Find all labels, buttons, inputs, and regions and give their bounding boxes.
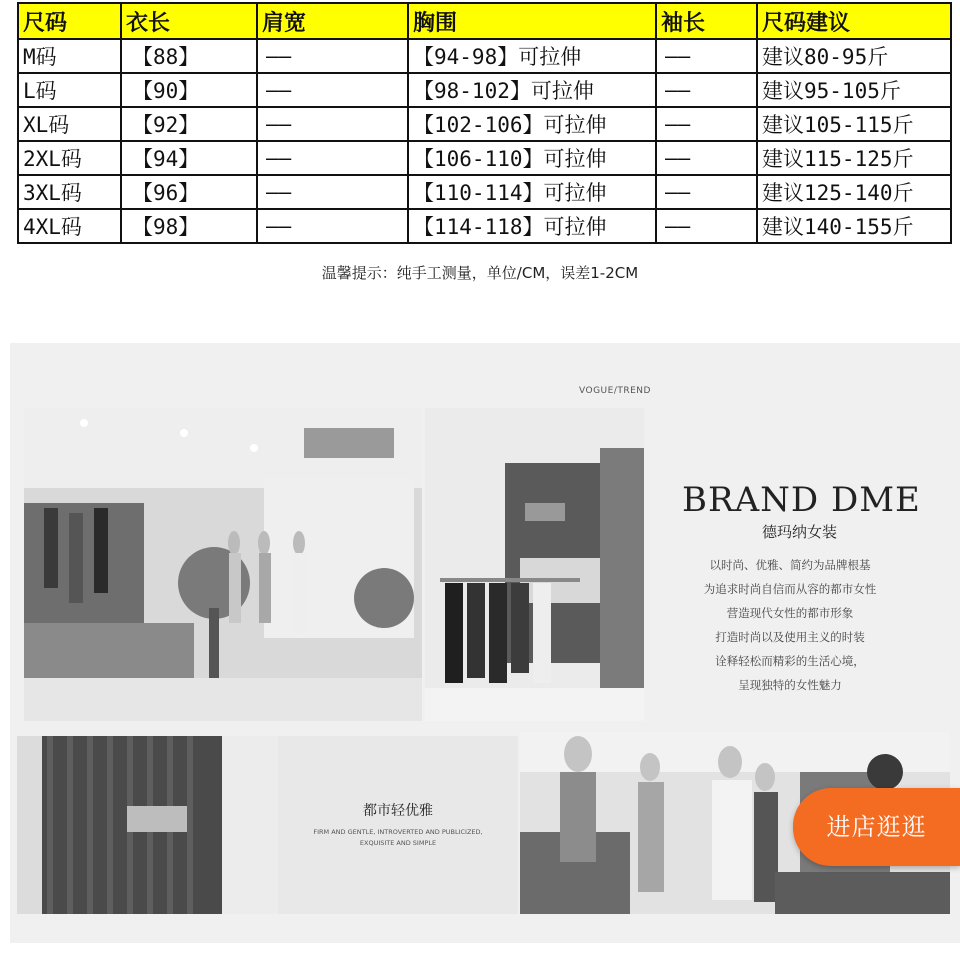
brand-description — [670, 553, 910, 697]
brand-line: 营造现代女性的都市形象 — [726, 606, 854, 620]
vogue-trend-tag: VOGUE/TREND — [579, 386, 651, 396]
recommend-cell: 建议80-95斤 — [757, 39, 951, 73]
sleeve-cell: —— — [656, 209, 757, 243]
urban-elegance-subtitle — [278, 827, 518, 849]
table-row — [18, 73, 951, 107]
table-header-row — [18, 3, 951, 39]
size-cell: M码 — [18, 39, 121, 73]
brand-line: 打造时尚以及使用主义的时装 — [715, 630, 865, 644]
sleeve-cell: —— — [656, 175, 757, 209]
visit-shop-button[interactable]: 进店逛逛 — [793, 788, 960, 866]
sleeve-cell: —— — [656, 73, 757, 107]
table-row — [18, 39, 951, 73]
brand-chinese-name: 德玛纳女装 — [762, 523, 838, 541]
chest-cell: 【98-102】可拉伸 — [408, 73, 656, 107]
chest-cell: 【110-114】可拉伸 — [408, 175, 656, 209]
shoulder-cell: —— — [257, 73, 408, 107]
sleeve-cell: —— — [656, 107, 757, 141]
size-cell: XL码 — [18, 107, 121, 141]
size-cell: 2XL码 — [18, 141, 121, 175]
chest-cell: 【106-110】可拉伸 — [408, 141, 656, 175]
recommend-cell: 建议140-155斤 — [757, 209, 951, 243]
chest-cell: 【114-118】可拉伸 — [408, 209, 656, 243]
sleeve-cell: —— — [656, 141, 757, 175]
length-cell: 【88】 — [121, 39, 257, 73]
measurement-note: 温馨提示：纯手工测量，单位/CM，误差1-2CM — [321, 264, 639, 282]
header-sleeve: 袖长 — [656, 3, 757, 39]
table-row — [18, 141, 951, 175]
sleeve-cell: —— — [656, 39, 757, 73]
size-cell: L码 — [18, 73, 121, 107]
length-cell: 【90】 — [121, 73, 257, 107]
subtitle-line: EXQUISITE AND SIMPLE — [359, 839, 437, 847]
header-length: 衣长 — [121, 3, 257, 39]
recommend-cell: 建议125-140斤 — [757, 175, 951, 209]
recommend-cell: 建议115-125斤 — [757, 141, 951, 175]
header-size: 尺码 — [18, 3, 121, 39]
header-shoulder: 肩宽 — [257, 3, 408, 39]
length-cell: 【94】 — [121, 141, 257, 175]
table-row — [18, 107, 951, 141]
header-chest: 胸围 — [408, 3, 656, 39]
length-cell: 【96】 — [121, 175, 257, 209]
header-recommend: 尺码建议 — [757, 3, 951, 39]
shoulder-cell: —— — [257, 175, 408, 209]
length-cell: 【92】 — [121, 107, 257, 141]
store-entrance-photo — [425, 408, 644, 721]
length-cell: 【98】 — [121, 209, 257, 243]
store-interior-photo — [24, 408, 422, 721]
size-cell: 4XL码 — [18, 209, 121, 243]
brand-line: 以时尚、优雅、简约为品牌根基 — [709, 558, 871, 572]
urban-elegance-title: 都市轻优雅 — [363, 803, 433, 819]
table-row — [18, 209, 951, 243]
brand-line: 为追求时尚自信而从容的都市女性 — [703, 582, 877, 596]
table-row — [18, 175, 951, 209]
chest-cell: 【102-106】可拉伸 — [408, 107, 656, 141]
shoulder-cell: —— — [257, 39, 408, 73]
brand-line: 诠释轻松而精彩的生活心境， — [715, 654, 865, 668]
recommend-cell: 建议105-115斤 — [757, 107, 951, 141]
size-cell: 3XL码 — [18, 175, 121, 209]
size-table — [17, 2, 952, 244]
brand-line: 呈现独特的女性魅力 — [738, 678, 842, 692]
chest-cell: 【94-98】可拉伸 — [408, 39, 656, 73]
urban-elegance-panel — [278, 736, 518, 914]
shoulder-cell: —— — [257, 209, 408, 243]
recommend-cell: 建议95-105斤 — [757, 73, 951, 107]
subtitle-line: FIRM AND GENTLE, INTROVERTED AND PUBLICIZED, — [313, 828, 483, 836]
shoulder-cell: —— — [257, 141, 408, 175]
shoulder-cell: —— — [257, 107, 408, 141]
storefront-wall-photo — [17, 736, 278, 914]
brand-title: BRAND DME — [682, 480, 921, 520]
